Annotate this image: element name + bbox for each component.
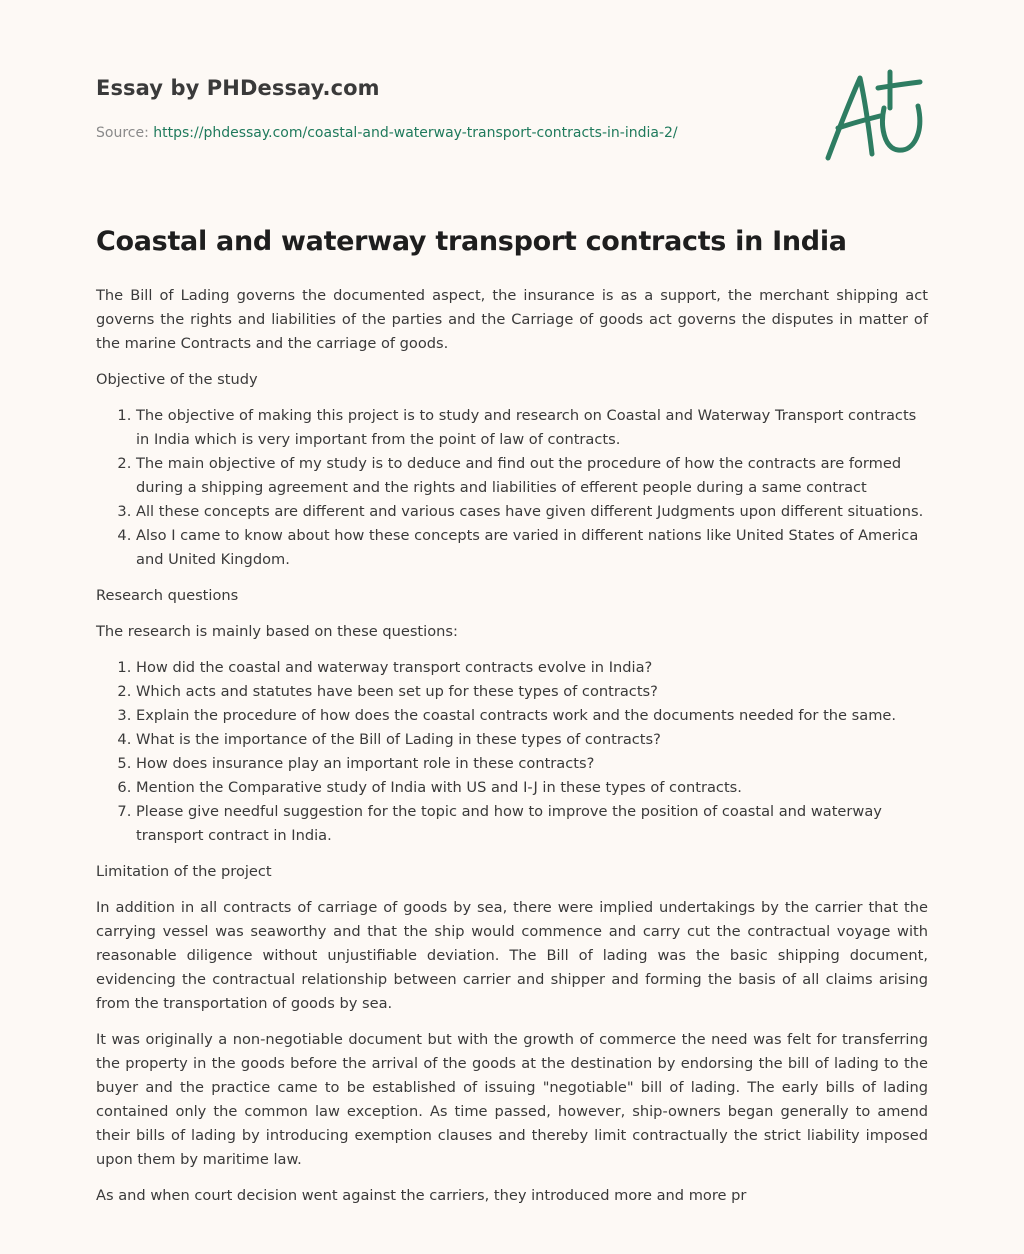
list-item: 4. Also I came to know about how these concepts are varied in different nations like United States of America and United Kingdom. [136,524,928,572]
source-label: Source: [96,125,149,141]
list-item: 1. How did the coastal and waterway transport contracts evolve in India? [136,656,928,680]
objective-list [96,404,928,572]
question-list [96,656,928,848]
essay-body [96,284,928,1220]
list-item: 5. How does insurance play an important role in these contracts? [136,752,928,776]
list-item: 1. The objective of making this project is to study and research on Coastal and Waterway Transport contracts in India which is very important from the point of law of contracts. [136,404,928,452]
list-item: 2. Which acts and statutes have been set up for these types of contracts? [136,680,928,704]
list-item: 7. Please give needful suggestion for the topic and how to improve the position of coastal and waterway transport contract in India. [136,800,928,848]
body-paragraph: As and when court decision went against the carriers, they introduced more and more pr [96,1187,747,1204]
intro-paragraph: The Bill of Lading governs the documented aspect, the insurance is as a support, the merchant shipping act governs the rights and liabilities of the parties and the Carriage of goods act governs the disputes in matter of the marine Contracts and the carriage of goods. [96,287,928,352]
essay-title: Coastal and waterway transport contracts in India [96,226,847,257]
limitation-heading: Limitation of the project [96,863,272,880]
objective-heading: Objective of the study [96,371,258,388]
list-item: 3. Explain the procedure of how does the coastal contracts work and the documents needed for the same. [136,704,928,728]
site-brand: Essay by PHDessay.com [96,76,380,100]
research-heading: Research questions [96,587,239,604]
body-paragraph: It was originally a non-negotiable document but with the growth of commerce the need was felt for transferring the property in the goods before the arrival of the goods at the destination by endorsing the bill of lading to the buyer and the practice came to be established of issuing "negotiable" bill of lading. The early bills of lading contained only the common law exception. As time passed, however, ship-owners began generally to amend their bills of lading by introducing exemption clauses and thereby limit contractually the strict liability imposed upon them by maritime law. [96,1031,928,1168]
body-paragraph: In addition in all contracts of carriage of goods by sea, there were implied undertakings by the carrier that the carrying vessel was seaworthy and that the ship would commence and carry cut the contractual voyage with reasonable diligence without unjustifiable deviation. The Bill of lading was the basic shipping document, evidencing the contractual relationship between carrier and shipper and forming the basis of all claims arising from the transportation of goods by sea. [96,899,928,1012]
list-item: 2. The main objective of my study is to deduce and find out the procedure of how the contracts are formed during a shipping agreement and the rights and liabilities of efferent people during a same contract [136,452,928,500]
a-plus-logo-icon [820,66,930,166]
research-intro: The research is mainly based on these questions: [96,623,458,640]
source-line [96,125,678,141]
list-item: 3. All these concepts are different and various cases have given different Judgments upon different situations. [136,500,928,524]
list-item: 4. What is the importance of the Bill of Lading in these types of contracts? [136,728,928,752]
list-item: 6. Mention the Comparative study of India with US and I-J in these types of contracts. [136,776,928,800]
source-link[interactable]: https://phdessay.com/coastal-and-waterway-transport-contracts-in-india-2/ [153,125,678,141]
